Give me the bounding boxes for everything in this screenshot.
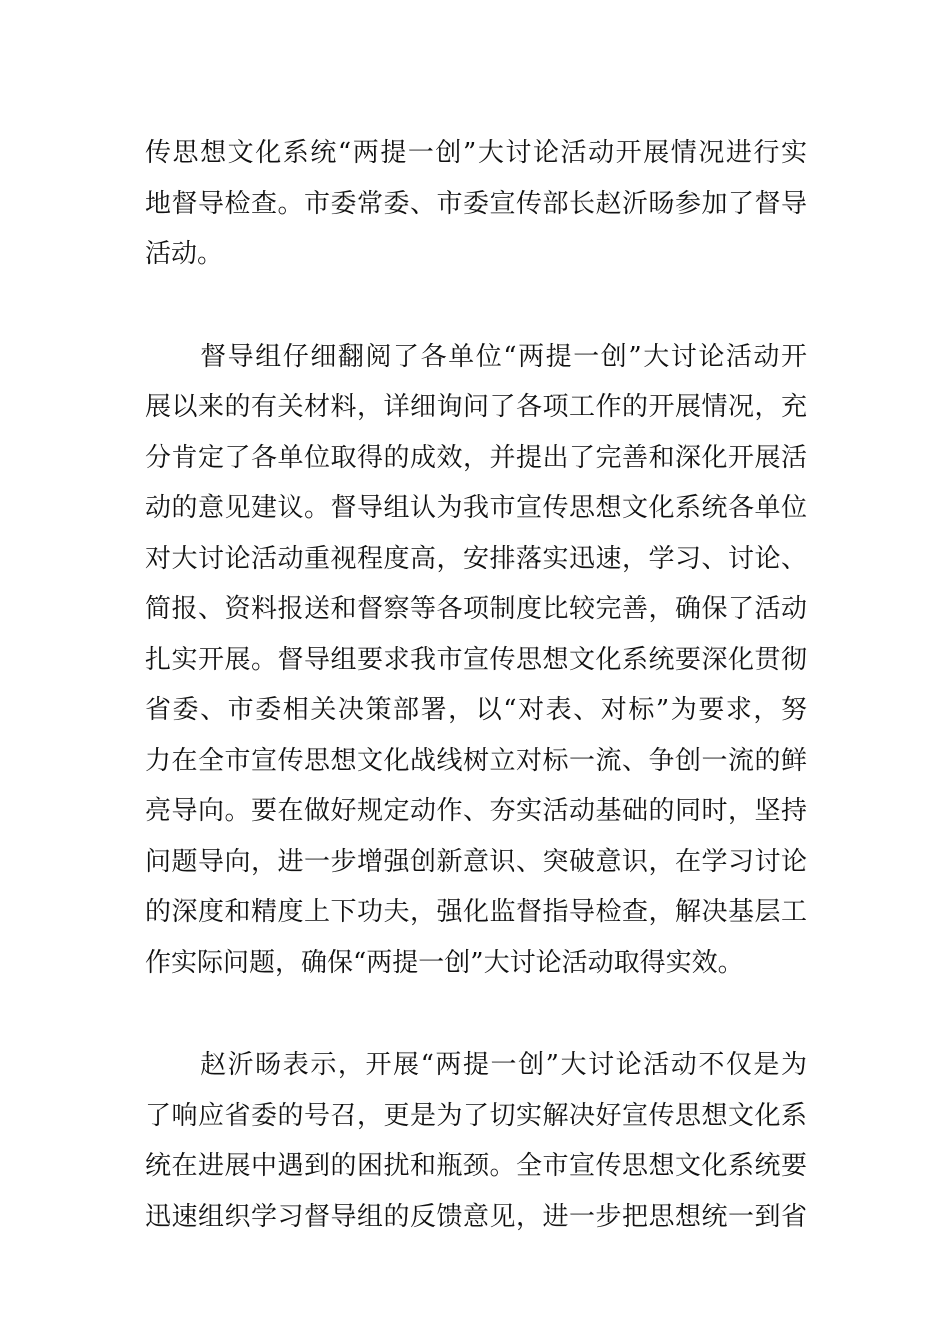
text-line: 力在全市宣传思想文化战线树立对标一流、争创一流的鲜 — [145, 745, 807, 776]
text-line: 动的意见建议。督导组认为我市宣传思想文化系统各单位 — [145, 493, 807, 523]
text-line: 迅速组织学习督导组的反馈意见，进一步把思想统一到省 — [145, 1201, 807, 1232]
text-line: 的深度和精度上下功夫，强化监督指导检查，解决基层工 — [145, 897, 807, 927]
paragraph-spacer — [145, 280, 807, 332]
text-line: 统在进展中遇到的困扰和瓶颈。全市宣传思想文化系统要 — [145, 1151, 807, 1181]
text-line: 省委、市委相关决策部署，以“对表、对标”为要求，努 — [145, 695, 807, 725]
text-line: 简报、资料报送和督察等各项制度比较完善，确保了活动 — [145, 594, 807, 624]
text-line: 对大讨论活动重视程度高，安排落实迅速，学习、讨论、 — [145, 543, 807, 574]
text-line: 问题导向，进一步增强创新意识、突破意识，在学习讨论 — [145, 846, 807, 877]
text-line: 活动。 — [145, 239, 224, 269]
text-line: 赵沂旸表示，开展“两提一创”大讨论活动不仅是为 — [145, 1050, 807, 1080]
text-line: 地督导检查。市委常委、市委宣传部长赵沂旸参加了督导 — [145, 188, 807, 219]
text-line: 分肯定了各单位取得的成效，并提出了完善和深化开展活 — [145, 442, 807, 473]
paragraph-3 — [145, 1040, 807, 1242]
paragraph-spacer — [145, 988, 807, 1040]
text-line: 扎实开展。督导组要求我市宣传思想文化系统要深化贯彻 — [145, 644, 807, 675]
text-line: 督导组仔细翻阅了各单位“两提一创”大讨论活动开 — [145, 341, 807, 372]
text-line: 了响应省委的号召，更是为了切实解决好宣传思想文化系 — [145, 1100, 807, 1131]
text-line: 传思想文化系统“两提一创”大讨论活动开展情况进行实 — [145, 138, 807, 168]
text-line: 展以来的有关材料，详细询问了各项工作的开展情况，充 — [145, 392, 807, 422]
text-line: 亮导向。要在做好规定动作、夯实活动基础的同时，坚持 — [145, 796, 807, 826]
text-line: 作实际问题，确保“两提一创”大讨论活动取得实效。 — [145, 947, 744, 978]
document-page — [145, 128, 807, 1242]
paragraph-1 — [145, 128, 807, 280]
paragraph-2 — [145, 332, 807, 989]
